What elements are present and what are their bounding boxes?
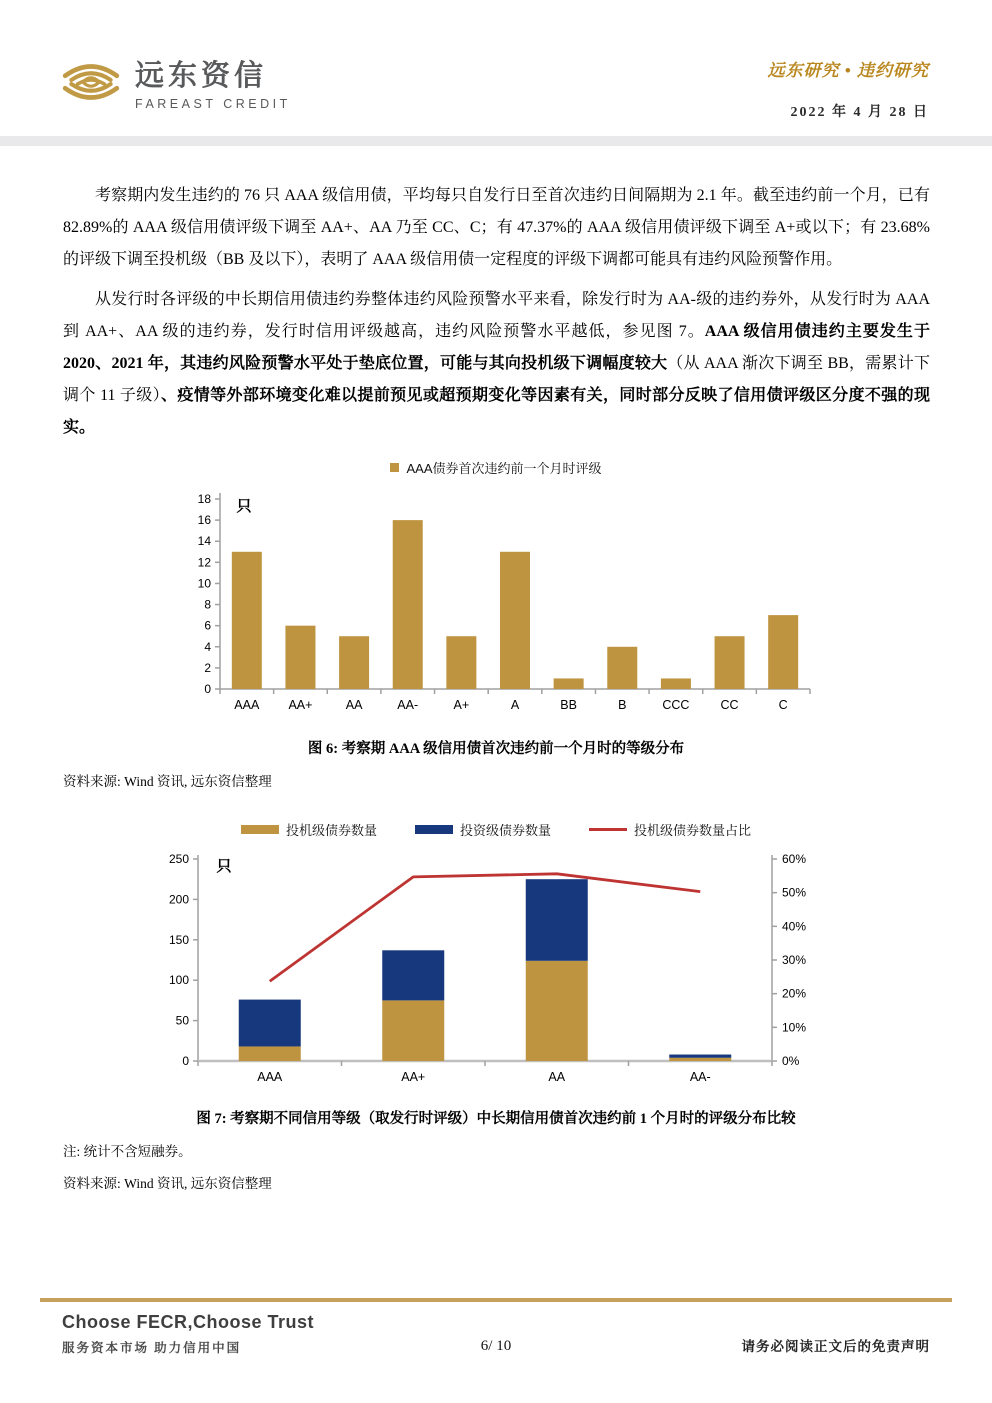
figure7-source: 资料来源: Wind 资讯, 远东资信整理 xyxy=(63,1176,272,1191)
svg-text:250: 250 xyxy=(168,852,189,866)
svg-text:0%: 0% xyxy=(782,1054,800,1068)
svg-text:14: 14 xyxy=(197,534,211,549)
svg-text:4: 4 xyxy=(204,639,211,654)
figure6-caption: 图 6: 考察期 AAA 级信用债首次违约前一个月时的等级分布 xyxy=(307,741,685,757)
figure7-note: 注: 统计不含短融券。 xyxy=(63,1144,192,1159)
footer-slogan-cn: 服务资本市场 助力信用中国 xyxy=(62,1341,242,1355)
footer-row xyxy=(40,1302,952,1356)
svg-text:A: A xyxy=(510,698,520,712)
svg-text:AA+: AA+ xyxy=(401,1070,426,1084)
svg-text:CC: CC xyxy=(720,698,739,712)
svg-text:16: 16 xyxy=(197,513,211,528)
svg-text:60%: 60% xyxy=(782,852,807,866)
legend-label: 投资级债券数量 xyxy=(459,823,551,838)
legend-swatch-gold xyxy=(390,463,399,472)
body-paragraph xyxy=(63,180,930,276)
figure6-chart xyxy=(0,458,992,790)
svg-text:6: 6 xyxy=(204,618,211,633)
legend-label: 投机级债券数量占比 xyxy=(634,823,752,838)
svg-text:AA: AA xyxy=(548,1070,566,1084)
svg-text:10%: 10% xyxy=(782,1020,807,1035)
svg-text:AA+: AA+ xyxy=(288,698,313,712)
brand-name-en: FAREAST CREDIT xyxy=(135,97,291,111)
footer-disclaimer: 请务必阅读正文后的免责声明 xyxy=(741,1339,930,1354)
svg-text:0: 0 xyxy=(182,1054,189,1068)
svg-text:C: C xyxy=(778,698,788,712)
legend-swatch-gold-bar xyxy=(241,825,279,834)
header-divider xyxy=(0,136,992,146)
svg-text:20%: 20% xyxy=(782,986,807,1001)
legend-label: 投机级债券数量 xyxy=(285,823,377,838)
figure7-legend xyxy=(0,820,992,839)
svg-text:A+: A+ xyxy=(453,698,470,712)
svg-text:10: 10 xyxy=(197,576,211,591)
page-number: 6/ 10 xyxy=(480,1338,512,1354)
svg-text:AAA: AAA xyxy=(257,1070,283,1084)
legend-item-investment xyxy=(415,820,551,839)
svg-text:100: 100 xyxy=(168,973,189,988)
legend-swatch-navy-bar xyxy=(415,825,453,834)
legend-item-ratio xyxy=(589,820,751,839)
svg-text:AA: AA xyxy=(345,698,363,712)
svg-text:18: 18 xyxy=(197,492,211,506)
fareast-credit-logo-icon xyxy=(60,50,122,114)
svg-text:AA-: AA- xyxy=(689,1070,711,1084)
svg-text:AA-: AA- xyxy=(397,698,419,712)
legend-swatch-red-line xyxy=(589,828,627,831)
svg-text:只: 只 xyxy=(216,858,232,875)
svg-text:30%: 30% xyxy=(782,953,807,967)
legend-label: AAA债券首次违约前一个月时评级 xyxy=(406,461,602,476)
report-date: 2022 年 4 月 28 日 xyxy=(790,105,929,120)
svg-text:8: 8 xyxy=(204,597,211,612)
text-run: 考察期内发生违约的 76 只 AAA 级信用债，平均每只自发行日至首次违约日间隔期为 2.1 年。截至违约前一个月，已有 82.89%的 AAA 级信用债评级下调至 AA+、AA 乃至 CC、C；有 47.37%的 AAA 级信用债评级下调至 A+或以下；有 23.68%的评级下调至投机级（BB 及以下），表明了 AAA 级信用债一定程度的评级下调都可能具有违约风险预警作用。 xyxy=(63,187,930,268)
svg-text:AAA: AAA xyxy=(234,698,260,712)
svg-text:2: 2 xyxy=(204,660,211,675)
footer-brand xyxy=(62,1312,351,1356)
svg-text:CCC: CCC xyxy=(662,698,690,712)
figure6-legend xyxy=(0,458,992,477)
figure7-chart xyxy=(0,820,992,1192)
bold-text-run: AAA 级信用债违约主要发生于 2020、2021 年，其违约风险预警水平处于垫底位置，可能与其向投机级下调幅度较大 xyxy=(63,323,930,372)
svg-text:50: 50 xyxy=(175,1013,189,1028)
body-text xyxy=(0,146,992,444)
svg-text:200: 200 xyxy=(168,892,189,907)
svg-text:150: 150 xyxy=(168,932,189,947)
brand-block xyxy=(60,50,291,114)
brand-text xyxy=(135,53,291,111)
figure6-bar-chart xyxy=(174,479,818,727)
header-right xyxy=(768,50,929,121)
page-footer xyxy=(40,1298,952,1356)
svg-text:B: B xyxy=(618,698,627,712)
brand-name-cn: 远东资信 xyxy=(135,60,268,92)
svg-text:50%: 50% xyxy=(782,885,807,900)
svg-text:40%: 40% xyxy=(782,919,807,934)
figure7-caption: 图 7: 考察期不同信用等级（取发行时评级）中长期信用债首次违约前 1 个月时的评级分布比较 xyxy=(196,1111,796,1127)
text-run: 从发行时各评级的中长期信用债违约券整体违约风险预警水平来看，除发行时为 AA-级的违约券外，从发行时为 AAA 到 AA+、AA 级的违约券，发行时信用评级越高，违约风险预警水平越低，参见图 7。 xyxy=(63,291,930,340)
legend-item-speculative xyxy=(241,820,377,839)
page-header xyxy=(0,0,992,121)
figure7-combo-chart xyxy=(146,841,846,1097)
footer-slogan-en: Choose FECR,Choose Trust xyxy=(62,1312,315,1332)
report-series-title: 远东研究 • 违约研究 xyxy=(767,61,929,80)
bold-text-run: 、疫情等外部环境变化难以提前预见或超预期变化等因素有关，同时部分反映了信用债评级区分度不强的现实。 xyxy=(63,387,930,436)
svg-text:12: 12 xyxy=(197,555,211,570)
svg-text:0: 0 xyxy=(204,682,211,696)
figure6-source: 资料来源: Wind 资讯, 远东资信整理 xyxy=(63,774,272,789)
svg-text:只: 只 xyxy=(236,498,252,515)
body-paragraph xyxy=(63,284,930,444)
text-run: （从 AAA 渐次下调至 BB，需累计下调个 11 子级） xyxy=(63,355,930,404)
svg-text:BB: BB xyxy=(560,698,577,712)
